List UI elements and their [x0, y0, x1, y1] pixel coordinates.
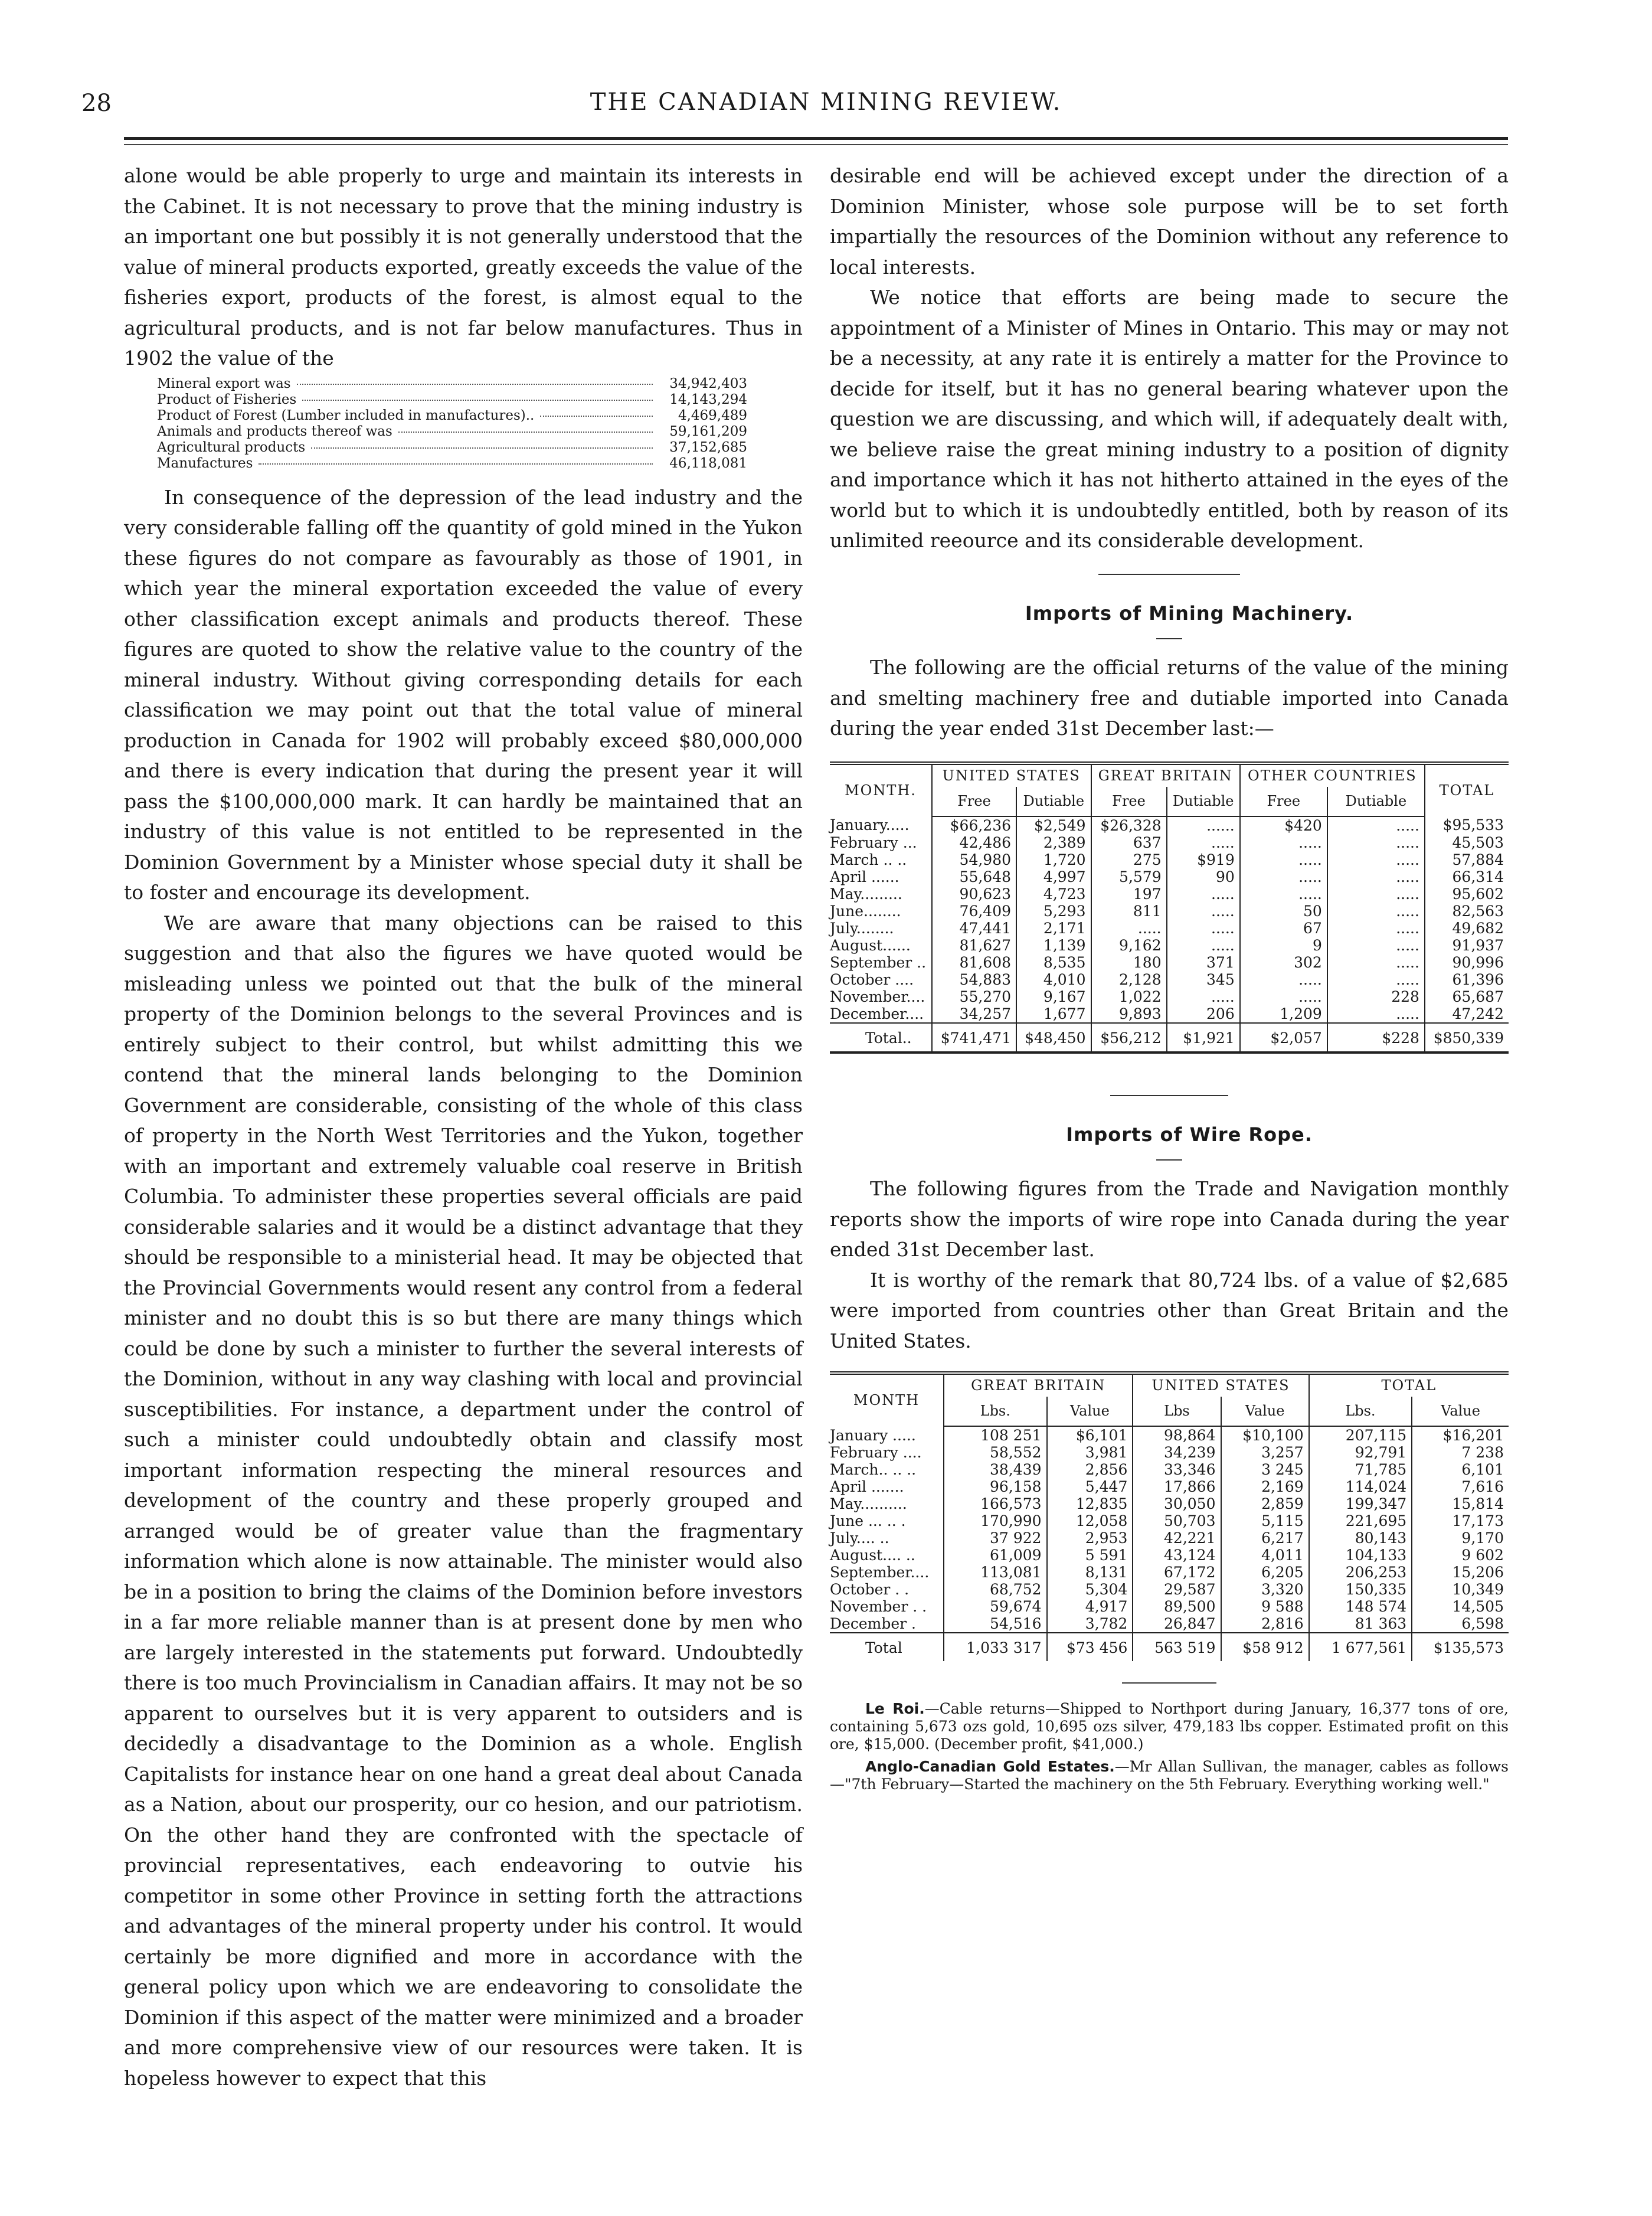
table-cell: ..... [1240, 851, 1327, 868]
list-item-label: Agricultural products [157, 439, 306, 455]
list-item-label: Animals and products thereof was [157, 423, 392, 439]
list-item-label: Manufactures [157, 455, 253, 471]
table-cell: 95,602 [1425, 885, 1509, 903]
left-paragraph-1: alone would be able properly to urge and maintain its interests in the Cabinet. It is not necessary to prove that the mining industry is an important one but possibly it is not generally understood that the value of mineral products exported, greatly exceeds the value of the fisheries export, products of the forest, is almost equal to the agricultural products, and is not far below manufactures. Thus in 1902 the value of the [124, 164, 803, 370]
table-cell: ..... [1327, 834, 1425, 851]
table-row [830, 1005, 1509, 1023]
list-item [157, 440, 747, 456]
row-month-cell: June ... .. . [830, 1512, 906, 1529]
row-month-cell: July.... .. [830, 1529, 889, 1547]
table-row [830, 834, 1509, 851]
table-cell: 9 602 [1412, 1547, 1509, 1564]
row-month-cell: October .... [830, 970, 914, 988]
table-cell: 82,563 [1425, 903, 1509, 920]
table-cell: 3 245 [1221, 1461, 1309, 1478]
table-cell: ..... [1167, 920, 1240, 937]
column-header-value: Value [1412, 1397, 1509, 1426]
table-cell: $95,533 [1425, 816, 1509, 834]
table-cell: 91,937 [1425, 937, 1509, 954]
table-cell: 90,623 [932, 885, 1016, 903]
table-cell: 17,866 [1133, 1478, 1221, 1495]
row-month-cell: November.... [830, 988, 925, 1005]
title-dash [1156, 638, 1182, 639]
table-cell: ..... [1167, 937, 1240, 954]
table-cell: 1,022 [1091, 988, 1167, 1005]
table-cell: 637 [1091, 834, 1167, 851]
table-cell: 206 [1167, 1005, 1240, 1023]
row-month-cell: November . . [830, 1598, 927, 1615]
table-row [830, 1581, 1509, 1598]
total-row [830, 1633, 1509, 1661]
total-cell: $850,339 [1425, 1023, 1509, 1053]
note-text: —Cable returns—Shipped to Northport during January, 16,377 tons of ore, containing 5,673 ozs gold, 10,695 ozs silver, 479,183 lbs copper. Estimated profit on this ore, $15,000. (December profit, $41,000.) [830, 1700, 1509, 1753]
table-cell: 275 [1091, 851, 1167, 868]
table-cell: 92,791 [1309, 1444, 1412, 1461]
table-cell: 89,500 [1133, 1598, 1221, 1615]
total-cell: 1 677,561 [1309, 1633, 1412, 1661]
table-cell: 5,115 [1221, 1512, 1309, 1529]
list-item [157, 376, 747, 392]
table-cell: 5,447 [1047, 1478, 1133, 1495]
table-cell: 2,128 [1091, 971, 1167, 988]
row-month-cell: April ...... [830, 868, 899, 885]
table-row [830, 1426, 1509, 1444]
table-cell: 197 [1091, 885, 1167, 903]
table-cell: 8,131 [1047, 1564, 1133, 1581]
table-cell: 55,648 [932, 868, 1016, 885]
total-cell: $228 [1327, 1023, 1425, 1053]
table-cell: ..... [1327, 1005, 1425, 1023]
list-item-label: Mineral export was [157, 375, 291, 391]
list-item [157, 456, 747, 472]
table-cell: 371 [1167, 954, 1240, 971]
table-cell: 3,257 [1221, 1444, 1309, 1461]
note-text: —Mr Allan Sullivan, the manager, cables as follows —"7th February—Started the machinery on the 5th February. Everything working well." [830, 1758, 1509, 1793]
table-cell: ..... [1167, 903, 1240, 920]
table-cell: $66,236 [932, 816, 1016, 834]
total-label: Total.. [830, 1023, 932, 1053]
column-header-united-states: UNITED STATES [932, 763, 1091, 787]
table-cell: ..... [1240, 885, 1327, 903]
row-month-cell: December.... [830, 1005, 924, 1022]
row-month-cell: September .. [830, 953, 927, 971]
table-row [830, 920, 1509, 937]
table-row [830, 971, 1509, 988]
table-cell: 1,677 [1016, 1005, 1091, 1023]
table-cell: ..... [1327, 816, 1425, 834]
row-month-cell: June........ [830, 902, 901, 920]
table-cell: 148 574 [1309, 1598, 1412, 1615]
table-row [830, 1495, 1509, 1512]
table-cell: ..... [1327, 954, 1425, 971]
table-cell: ..... [1327, 851, 1425, 868]
total-cell: $2,057 [1240, 1023, 1327, 1053]
row-month-cell: January..... [830, 816, 910, 834]
table-cell: ..... [1167, 988, 1240, 1005]
column-header-great-britain: GREAT BRITAIN [944, 1373, 1133, 1397]
list-item [157, 424, 747, 440]
table-cell: 3,981 [1047, 1444, 1133, 1461]
table-row [830, 954, 1509, 971]
machinery-intro: The following are the official returns of the value of the mining and smelting machinery free and dutiable imported into Canada during the year ended 31st December last:— [830, 656, 1509, 740]
table-cell: 228 [1327, 988, 1425, 1005]
table-cell: ...... [1167, 816, 1240, 834]
running-head: THE CANADIAN MINING REVIEW. [590, 89, 1062, 116]
table-cell: 8,535 [1016, 954, 1091, 971]
table-cell: 5,579 [1091, 868, 1167, 885]
table-cell: 54,516 [944, 1615, 1047, 1633]
table-cell: 206,253 [1309, 1564, 1412, 1581]
table-cell: 2,169 [1221, 1478, 1309, 1495]
table-cell: 2,389 [1016, 834, 1091, 851]
list-item-value: 34,942,403 [669, 375, 747, 391]
column-header-other-countries: OTHER COUNTRIES [1240, 763, 1425, 787]
table-cell: 221,695 [1309, 1512, 1412, 1529]
row-month-cell: March.. .. .. [830, 1461, 917, 1478]
column-header-free: Free [1240, 787, 1327, 816]
table-cell: 3,320 [1221, 1581, 1309, 1598]
total-cell: $1,921 [1167, 1023, 1240, 1053]
table-cell: 302 [1240, 954, 1327, 971]
table-cell: 43,124 [1133, 1547, 1221, 1564]
table-cell: 50 [1240, 903, 1327, 920]
table-cell: 54,980 [932, 851, 1016, 868]
table-cell: 114,024 [1309, 1478, 1412, 1495]
table-row [830, 1547, 1509, 1564]
section-divider [1110, 1095, 1228, 1096]
table-cell: 68,752 [944, 1581, 1047, 1598]
table-cell: ..... [1327, 971, 1425, 988]
table-cell: 17,173 [1412, 1512, 1509, 1529]
wire-rope-table-body [830, 1426, 1509, 1661]
machinery-section-title: Imports of Mining Machinery. [1025, 602, 1354, 625]
row-month-cell: December . [830, 1615, 916, 1632]
table-cell: 67,172 [1133, 1564, 1221, 1581]
table-cell: 2,856 [1047, 1461, 1133, 1478]
row-month-cell: July........ [830, 919, 894, 937]
table-row [830, 1461, 1509, 1478]
note-title: Le Roi. [865, 1700, 925, 1717]
list-item-label: Product of Forest (Lumber included in manufactures).. [157, 407, 535, 423]
page-number: 28 [81, 90, 112, 117]
table-cell: 207,115 [1309, 1426, 1412, 1444]
table-cell: ..... [1167, 834, 1240, 851]
total-cell: 563 519 [1133, 1633, 1221, 1661]
table-cell: 33,346 [1133, 1461, 1221, 1478]
table-cell: 6,205 [1221, 1564, 1309, 1581]
column-header-value: Value [1047, 1397, 1133, 1426]
table-row [830, 1512, 1509, 1529]
table-cell: 54,883 [932, 971, 1016, 988]
row-month-cell: March .. .. [830, 851, 907, 868]
total-cell: $741,471 [932, 1023, 1016, 1053]
table-cell: 9,167 [1016, 988, 1091, 1005]
table-row [830, 1529, 1509, 1547]
column-header-total: TOTAL [1309, 1373, 1509, 1397]
table-cell: 61,009 [944, 1547, 1047, 1564]
table-cell: ..... [1240, 834, 1327, 851]
row-month-cell: October . . [830, 1581, 910, 1598]
list-item-value: 4,469,489 [678, 407, 747, 423]
table-row [830, 868, 1509, 885]
note-title: Anglo-Canadian Gold Estates. [865, 1758, 1115, 1775]
table-cell: 59,674 [944, 1598, 1047, 1615]
table-cell: ..... [1327, 868, 1425, 885]
table-cell: 98,864 [1133, 1426, 1221, 1444]
row-month-cell: February .... [830, 1444, 922, 1461]
table-cell: 81 363 [1309, 1615, 1412, 1633]
row-month-cell: May......... [830, 885, 902, 903]
table-cell: $420 [1240, 816, 1327, 834]
table-cell: 3,782 [1047, 1615, 1133, 1633]
table-cell: 76,409 [932, 903, 1016, 920]
table-cell: 4,917 [1047, 1598, 1133, 1615]
table-cell: 47,242 [1425, 1005, 1509, 1023]
table-cell: 12,058 [1047, 1512, 1133, 1529]
table-cell: 199,347 [1309, 1495, 1412, 1512]
table-cell: 71,785 [1309, 1461, 1412, 1478]
note-le-roi [830, 1700, 1509, 1753]
column-header-united-states: UNITED STATES [1133, 1373, 1308, 1397]
table-row [830, 1478, 1509, 1495]
table-cell: ..... [1240, 868, 1327, 885]
table-cell: 50,703 [1133, 1512, 1221, 1529]
table-cell: 7 238 [1412, 1444, 1509, 1461]
row-month-cell: April ....... [830, 1478, 904, 1495]
right-column [830, 161, 1509, 1798]
table-cell: 90 [1167, 868, 1240, 885]
table-cell: 9,170 [1412, 1529, 1509, 1547]
news-notes [830, 1700, 1509, 1793]
table-cell: 166,573 [944, 1495, 1047, 1512]
table-cell: 6,101 [1412, 1461, 1509, 1478]
table-cell: 15,206 [1412, 1564, 1509, 1581]
table-cell: 180 [1091, 954, 1167, 971]
table-cell: $919 [1167, 851, 1240, 868]
table-cell: 30,050 [1133, 1495, 1221, 1512]
total-cell: $135,573 [1412, 1633, 1509, 1661]
table-cell: 5,293 [1016, 903, 1091, 920]
header-rule-thin [124, 144, 1508, 145]
table-cell: 6,598 [1412, 1615, 1509, 1633]
column-header-dutiable: Dutiable [1167, 787, 1240, 816]
table-cell: 2,859 [1221, 1495, 1309, 1512]
table-cell: 9 588 [1221, 1598, 1309, 1615]
table-cell: $26,328 [1091, 816, 1167, 834]
table-cell: 1,209 [1240, 1005, 1327, 1023]
machinery-table-body [830, 816, 1509, 1053]
table-cell: 66,314 [1425, 868, 1509, 885]
total-cell: $48,450 [1016, 1023, 1091, 1053]
table-cell: $6,101 [1047, 1426, 1133, 1444]
column-header-lbs: Lbs. [1309, 1397, 1412, 1426]
column-header-lbs: Lbs [1133, 1397, 1221, 1426]
table-cell: 37 922 [944, 1529, 1047, 1547]
column-header-free: Free [1091, 787, 1167, 816]
right-paragraph-1: desirable end will be achieved except under the direction of a Dominion Minister, whose sole purpose will be to set forth impartially the resources of the Dominion without any reference to local interests. [830, 164, 1509, 279]
left-paragraph-3: We are aware that many objections can be raised to this suggestion and that also the figures we have quoted would be misleading unless we pointed out that the bulk of the mineral property of the Dominion belongs to the several Provinces and is entirely subject to their control, but whilst admitting this we contend that the mineral lands belonging to the Dominion Government are considerable, consisting of the whole of this class of property in the North West Territories and the Yukon, together with an important and extremely valuable coal reserve in British Columbia. To administer these properties several officials are paid considerable salaries and it would be a distinct advantage that they should be responsible to a ministerial head. It may be objected that the Provincial Governments would resent any control from a federal minister and no doubt this is so but there are many things which could be done by such a minister to further the several interests of the Dominion, without in any way clashing with local and provincial susceptibilities. For instance, a department under the control of such a minister could undoubtedly obtain and classify most important information respecting the mineral resources and development of the country and these properly grouped and arranged would be of greater value than the fragmentary information which alone is now attainable. The minister would also be in a position to bring the claims of the Dominion before investors in a far more reliable manner than is at present done by men who are largely interested in the statements put forward. Undoubtedly there is too much Provincialism in Canadian affairs. It may not be so apparent to ourselves but it is very apparent to outsiders and is decidedly a disadvantage to the Dominion as a whole. English Capitalists for instance hear on one hand a great deal about Canada as a Nation, about our prosperity, our co hesion, and our patriotism. On the other hand they are confronted with the spectacle of provincial representatives, each endeavoring to outvie his competitor in some other Province in setting forth the attractions and advantages of the mineral property under his control. It would certainly be more dignified and more in accordance with the general policy upon which we are endeavoring to consolidate the Dominion if this aspect of the matter were minimized and a broader and more comprehensive view of our resources were taken. It is hopeless however to expect that this [124, 911, 803, 2090]
machinery-table [830, 761, 1509, 1054]
total-cell: $58 912 [1221, 1633, 1309, 1661]
table-cell: 4,010 [1016, 971, 1091, 988]
table-cell: 2,171 [1016, 920, 1091, 937]
row-month-cell: September.... [830, 1564, 930, 1581]
table-cell: 42,486 [932, 834, 1016, 851]
table-cell: 15,814 [1412, 1495, 1509, 1512]
table-cell: 10,349 [1412, 1581, 1509, 1598]
table-row [830, 1598, 1509, 1615]
row-month-cell: August.... .. [830, 1547, 915, 1564]
table-cell: 5 591 [1047, 1547, 1133, 1564]
total-label: Total [830, 1633, 944, 1661]
export-values-list [157, 376, 747, 472]
header-rule [124, 137, 1508, 140]
total-row [830, 1023, 1509, 1053]
section-divider [1122, 1682, 1216, 1684]
table-cell: 4,723 [1016, 885, 1091, 903]
column-header-free: Free [932, 787, 1016, 816]
note-anglo-canadian [830, 1758, 1509, 1793]
right-paragraph-2: We notice that efforts are being made to secure the appointment of a Minister of Mines in Ontario. This may or may not be a necessity, at any rate it is entirely a matter for the Province to decide for itself, but it has no general bearing whatever upon the question we are discussing, and which will, if adequately dealt with, we believe raise the great mining industry to a position of dignity and importance which it has not hitherto attained in the eyes of the world but to which it is undoubtedly entitled, both by reason of its unlimited reeource and its considerable development. [830, 286, 1509, 552]
table-cell: 1,139 [1016, 937, 1091, 954]
table-cell: 49,682 [1425, 920, 1509, 937]
table-cell: ..... [1240, 988, 1327, 1005]
table-cell: 9,893 [1091, 1005, 1167, 1023]
table-cell: ..... [1327, 903, 1425, 920]
table-cell: 58,552 [944, 1444, 1047, 1461]
table-row [830, 988, 1509, 1005]
table-cell: 34,239 [1133, 1444, 1221, 1461]
wire-rope-intro-1: The following figures from the Trade and Navigation monthly reports show the imports of wire rope into Canada during the year ended 31st December last. [830, 1177, 1509, 1261]
table-cell: 345 [1167, 971, 1240, 988]
table-row [830, 1444, 1509, 1461]
wire-rope-table [830, 1371, 1509, 1661]
column-header-value: Value [1221, 1397, 1309, 1426]
table-row [830, 937, 1509, 954]
table-cell: 80,143 [1309, 1529, 1412, 1547]
table-cell: 90,996 [1425, 954, 1509, 971]
table-cell: 9,162 [1091, 937, 1167, 954]
row-month-cell: February ... [830, 834, 917, 851]
table-cell: 45,503 [1425, 834, 1509, 851]
table-cell: 1,720 [1016, 851, 1091, 868]
table-cell: ..... [1167, 885, 1240, 903]
wire-rope-intro-2: It is worthy of the remark that 80,724 lbs. of a value of $2,685 were imported from countries other than Great Britain and the United States. [830, 1268, 1509, 1352]
table-cell: ..... [1240, 971, 1327, 988]
table-row [830, 851, 1509, 868]
table-cell: 81,627 [932, 937, 1016, 954]
row-month-cell: May.......... [830, 1495, 907, 1512]
table-cell: 150,335 [1309, 1581, 1412, 1598]
table-cell: 2,953 [1047, 1529, 1133, 1547]
table-cell: ..... [1327, 885, 1425, 903]
table-cell: 811 [1091, 903, 1167, 920]
column-header-month: MONTH. [845, 782, 917, 799]
list-item [157, 392, 747, 408]
table-cell: 81,608 [932, 954, 1016, 971]
section-divider [1098, 574, 1240, 575]
table-cell: 65,687 [1425, 988, 1509, 1005]
column-header-great-britain: GREAT BRITAIN [1091, 763, 1240, 787]
title-dash [1156, 1159, 1182, 1161]
column-header-dutiable: Dutiable [1016, 787, 1091, 816]
column-header-total: TOTAL [1425, 763, 1509, 816]
column-header-lbs: Lbs. [944, 1397, 1047, 1426]
table-cell: 61,396 [1425, 971, 1509, 988]
table-cell: 38,439 [944, 1461, 1047, 1478]
left-paragraph-2: In consequence of the depression of the lead industry and the very considerable falling off the quantity of gold mined in the Yukon these figures do not compare as favourably as those of 1901, in which year the mineral exportation exceeded the value of every other classification except animals and products thereof. These figures are quoted to show the relative value to the country of the mineral industry. Without giving corresponding details for each classification we may point out that the total value of mineral production in Canada for 1902 will probably exceed $80,000,000 and there is every indication that during the present year it will pass the $100,000,000 mark. It can hardly be maintained that an industry of this value is not entitled to be represented in the Dominion Government by a Minister whose special duty it shall be to foster and encourage its development. [124, 485, 803, 904]
left-column [124, 161, 803, 2093]
table-cell: 113,081 [944, 1564, 1047, 1581]
table-cell: ..... [1091, 920, 1167, 937]
table-row [830, 885, 1509, 903]
row-month-cell: August...... [830, 936, 911, 954]
table-cell: 42,221 [1133, 1529, 1221, 1547]
table-cell: 96,158 [944, 1478, 1047, 1495]
table-cell: ..... [1327, 920, 1425, 937]
table-row [830, 1564, 1509, 1581]
table-cell: 4,997 [1016, 868, 1091, 885]
list-item-value: 37,152,685 [669, 439, 747, 455]
table-cell: 57,884 [1425, 851, 1509, 868]
table-cell: 55,270 [932, 988, 1016, 1005]
table-cell: ..... [1327, 937, 1425, 954]
table-cell: 9 [1240, 937, 1327, 954]
table-cell: $2,549 [1016, 816, 1091, 834]
table-cell: 104,133 [1309, 1547, 1412, 1564]
table-cell: 7,616 [1412, 1478, 1509, 1495]
table-cell: 67 [1240, 920, 1327, 937]
wire-rope-section-title: Imports of Wire Rope. [1066, 1123, 1313, 1146]
total-cell: 1,033 317 [944, 1633, 1047, 1661]
table-cell: 26,847 [1133, 1615, 1221, 1633]
table-cell: 14,505 [1412, 1598, 1509, 1615]
column-header-month: MONTH [853, 1392, 920, 1408]
table-row [830, 903, 1509, 920]
table-cell: 34,257 [932, 1005, 1016, 1023]
list-item-value: 14,143,294 [669, 391, 747, 407]
list-item-label: Product of Fisheries [157, 391, 297, 407]
table-cell: $10,100 [1221, 1426, 1309, 1444]
table-cell: 170,990 [944, 1512, 1047, 1529]
table-cell: 2,816 [1221, 1615, 1309, 1633]
total-cell: $73 456 [1047, 1633, 1133, 1661]
list-item [157, 408, 747, 424]
total-cell: $56,212 [1091, 1023, 1167, 1053]
row-month-cell: January ..... [830, 1426, 916, 1444]
table-cell: 5,304 [1047, 1581, 1133, 1598]
table-row [830, 1615, 1509, 1633]
table-cell: 47,441 [932, 920, 1016, 937]
table-cell: 6,217 [1221, 1529, 1309, 1547]
list-item-value: 59,161,209 [669, 423, 747, 439]
table-cell: 12,835 [1047, 1495, 1133, 1512]
table-cell: 29,587 [1133, 1581, 1221, 1598]
list-item-value: 46,118,081 [669, 455, 747, 471]
table-cell: 108 251 [944, 1426, 1047, 1444]
table-row [830, 816, 1509, 834]
table-cell: 4,011 [1221, 1547, 1309, 1564]
table-cell: $16,201 [1412, 1426, 1509, 1444]
column-header-dutiable: Dutiable [1327, 787, 1425, 816]
